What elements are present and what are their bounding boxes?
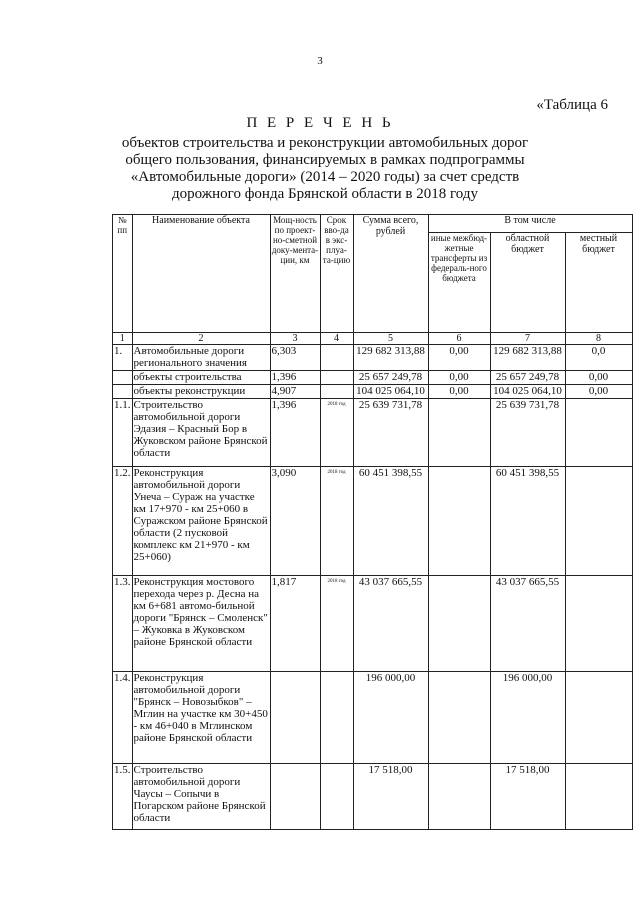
row-total: 196 000,00 <box>353 672 428 764</box>
row-num: 1.3. <box>113 576 133 672</box>
header-name: Наименование объекта <box>132 215 270 333</box>
column-number: 8 <box>565 333 632 345</box>
document-subtitle: объектов строительства и реконструкции автомобильных дорог общего пользования, финансируемых в рамках подпрограммы «Автомобильные дороги» (2014 – 2020 годы) за счет средств дорожного фонда Брянской области в 2018 году <box>121 135 529 202</box>
column-number: 3 <box>270 333 320 345</box>
header-capacity: Мощ-ность по проект-но-сметной доку-мента-ции, км <box>270 215 320 333</box>
row-local <box>565 672 632 764</box>
row-total: 60 451 398,55 <box>353 467 428 576</box>
row-total: 43 037 665,55 <box>353 576 428 672</box>
column-number: 1 <box>113 333 133 345</box>
row-num: 1.4. <box>113 672 133 764</box>
row-capacity: 3,090 <box>270 467 320 576</box>
row-regional: 129 682 313,88 <box>490 345 565 371</box>
row-federal <box>428 399 490 467</box>
column-numbers-row <box>113 333 633 345</box>
column-number: 2 <box>132 333 270 345</box>
column-number: 7 <box>490 333 565 345</box>
table-row <box>113 345 633 371</box>
row-local <box>565 764 632 830</box>
row-local <box>565 467 632 576</box>
row-local: 0,00 <box>565 385 632 399</box>
row-name: Реконструкция автомобильной дороги "Брянск – Новозыбков" – Мглин на участке км 30+450 - км 46+040 в Мглинском районе Брянской области <box>132 672 270 764</box>
row-name: Автомобильные дороги регионального значения <box>132 345 270 371</box>
row-num: 1.5. <box>113 764 133 830</box>
row-federal <box>428 467 490 576</box>
row-term <box>320 371 353 385</box>
header-num: № пп <box>113 215 133 333</box>
page-number: 3 <box>317 55 323 67</box>
row-local: 0,00 <box>565 371 632 385</box>
table-row <box>113 576 633 672</box>
row-regional: 196 000,00 <box>490 672 565 764</box>
header-local: местный бюджет <box>565 233 632 333</box>
row-term: 2018 год <box>320 467 353 576</box>
column-number: 4 <box>320 333 353 345</box>
column-number: 5 <box>353 333 428 345</box>
row-federal <box>428 576 490 672</box>
row-regional: 60 451 398,55 <box>490 467 565 576</box>
row-capacity: 6,303 <box>270 345 320 371</box>
header-federal: иные межбюд-жетные трансферты из федераль-ного бюджета <box>428 233 490 333</box>
header-total: Сумма всего, рублей <box>353 215 428 333</box>
row-name: объекты строительства <box>132 371 270 385</box>
row-total: 104 025 064,10 <box>353 385 428 399</box>
row-name: Строительство автомобильной дороги Эдазия – Красный Бор в Жуковском районе Брянской области <box>132 399 270 467</box>
table-row <box>113 399 633 467</box>
row-total: 25 657 249,78 <box>353 371 428 385</box>
header-including: В том числе <box>428 215 632 233</box>
row-capacity <box>270 672 320 764</box>
row-regional: 43 037 665,55 <box>490 576 565 672</box>
row-term: 2018 год <box>320 576 353 672</box>
row-capacity <box>270 764 320 830</box>
row-name: объекты реконструкции <box>132 385 270 399</box>
row-term <box>320 672 353 764</box>
table-row <box>113 764 633 830</box>
row-num: 1.1. <box>113 399 133 467</box>
row-local <box>565 576 632 672</box>
table-row <box>113 672 633 764</box>
column-number: 6 <box>428 333 490 345</box>
header-term: Срок вво-да в экс-плуа-та-цию <box>320 215 353 333</box>
row-regional: 25 639 731,78 <box>490 399 565 467</box>
table-reference: «Таблица 6 <box>536 97 608 113</box>
header-regional: областной бюджет <box>490 233 565 333</box>
row-num: 1.2. <box>113 467 133 576</box>
document-title: П Е Р Е Ч Е Н Ь <box>246 115 394 131</box>
row-term <box>320 345 353 371</box>
row-num <box>113 385 133 399</box>
row-federal: 0,00 <box>428 385 490 399</box>
row-regional: 104 025 064,10 <box>490 385 565 399</box>
row-local <box>565 399 632 467</box>
table-row <box>113 371 633 385</box>
row-num: 1. <box>113 345 133 371</box>
table-row <box>113 467 633 576</box>
row-capacity: 4,907 <box>270 385 320 399</box>
row-capacity: 1,817 <box>270 576 320 672</box>
row-federal: 0,00 <box>428 371 490 385</box>
table-row <box>113 385 633 399</box>
row-regional: 17 518,00 <box>490 764 565 830</box>
row-regional: 25 657 249,78 <box>490 371 565 385</box>
row-name: Реконструкция автомобильной дороги Унеча – Сураж на участке км 17+970 - км 25+060 в Суражском районе Брянской области (2 пусковой комплекс км 21+970 - км 25+060) <box>132 467 270 576</box>
row-federal <box>428 764 490 830</box>
objects-table <box>112 214 633 830</box>
row-total: 17 518,00 <box>353 764 428 830</box>
row-capacity: 1,396 <box>270 399 320 467</box>
row-local: 0,0 <box>565 345 632 371</box>
row-name: Строительство автомобильной дороги Чаусы – Сопычи в Погарском районе Брянской области <box>132 764 270 830</box>
row-total: 129 682 313,88 <box>353 345 428 371</box>
row-name: Реконструкция мостового перехода через р. Десна на км 6+681 автомо-бильной дороги "Брянск – Смоленск" – Жуковка в Жуковском районе Брянской области <box>132 576 270 672</box>
row-term <box>320 764 353 830</box>
row-federal <box>428 672 490 764</box>
row-num <box>113 371 133 385</box>
row-term: 2018 год <box>320 399 353 467</box>
row-capacity: 1,396 <box>270 371 320 385</box>
row-total: 25 639 731,78 <box>353 399 428 467</box>
row-federal: 0,00 <box>428 345 490 371</box>
row-term <box>320 385 353 399</box>
